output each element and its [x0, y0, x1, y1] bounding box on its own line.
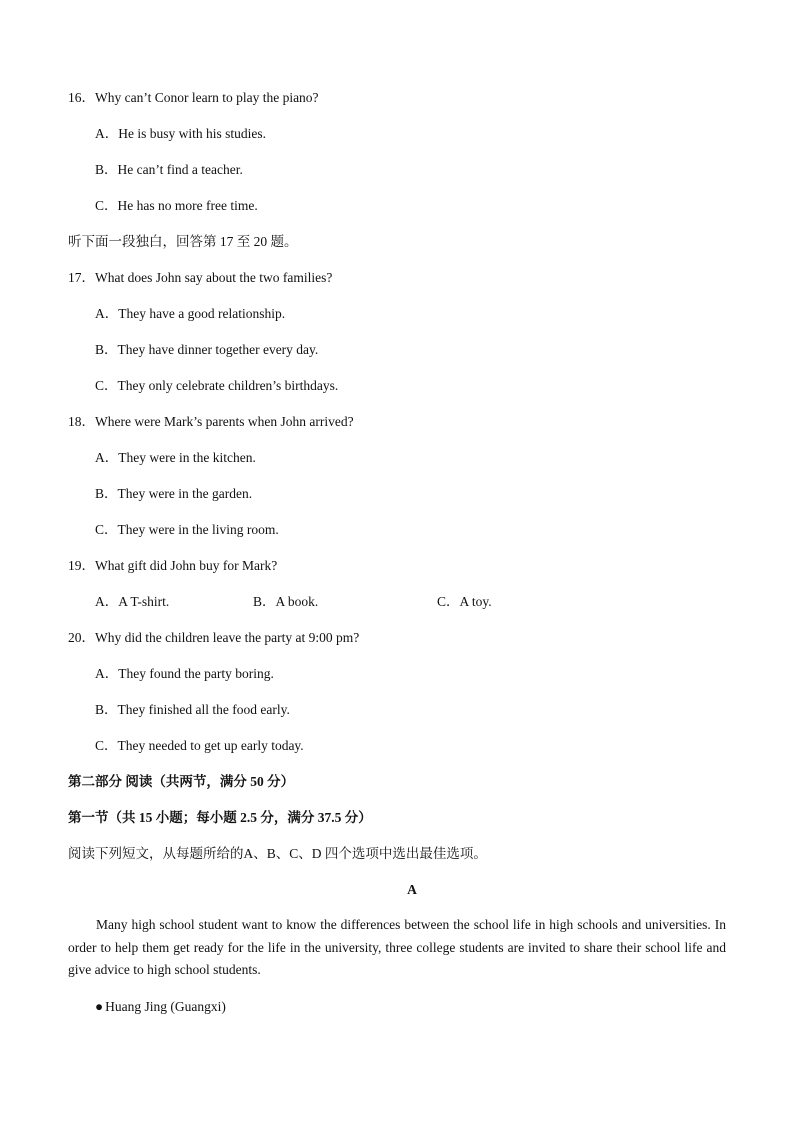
- passage-paragraph: Many high school student want to know the differences between the school life in high schools and universities. In order to help them get ready for the life in the university, three college students are invited to share their school life and give advice to high school students.: [68, 917, 726, 977]
- monologue-instruction: 听下面一段独白，回答第 17 至 20 题。: [68, 234, 298, 249]
- part-2-heading: 第二部分 阅读（共两节，满分 50 分）: [68, 774, 295, 789]
- question-20-option-c: C．They needed to get up early today.: [95, 738, 304, 753]
- passage-label: A: [407, 882, 417, 897]
- question-16-option-c: C．He has no more free time.: [95, 198, 258, 213]
- bullet-item: [95, 998, 226, 1016]
- question-18-option-a: A．They were in the kitchen.: [95, 450, 256, 465]
- section-1-heading: 第一节（共 15 小题；每小题 2.5 分，满分 37.5 分）: [68, 810, 372, 825]
- question-16-option-a: A．He is busy with his studies.: [95, 126, 267, 141]
- question-20-option-a: A．They found the party boring.: [95, 666, 274, 681]
- question-18-stem: 18．Where were Mark’s parents when John arrived?: [68, 414, 354, 429]
- question-19-option-c: C．A toy.: [437, 594, 492, 609]
- question-17-option-c: C．They only celebrate children’s birthdays.: [95, 378, 339, 393]
- question-18-option-b: B．They were in the garden.: [95, 486, 253, 501]
- question-17-stem: 17．What does John say about the two families?: [68, 270, 333, 285]
- question-16-option-b: B．He can’t find a teacher.: [95, 162, 243, 177]
- question-20-option-b: B．They finished all the food early.: [95, 702, 290, 717]
- question-18-option-c: C．They were in the living room.: [95, 522, 279, 537]
- question-20-stem: 20．Why did the children leave the party at 9:00 pm?: [68, 630, 360, 645]
- question-17-option-b: B．They have dinner together every day.: [95, 342, 319, 357]
- question-19-option-b: B．A book.: [253, 594, 319, 609]
- bullet-icon: ●: [95, 999, 104, 1014]
- question-19-stem: 19．What gift did John buy for Mark?: [68, 558, 278, 573]
- question-16-stem: 16．Why can’t Conor learn to play the piano?: [68, 90, 319, 105]
- question-17-option-a: A．They have a good relationship.: [95, 306, 286, 321]
- bullet-text: Huang Jing (Guangxi): [105, 999, 226, 1014]
- question-19-option-a: A．A T-shirt.: [95, 594, 170, 609]
- reading-instruction: 阅读下列短文，从每题所给的A、B、C、D 四个选项中选出最佳选项。: [68, 846, 487, 861]
